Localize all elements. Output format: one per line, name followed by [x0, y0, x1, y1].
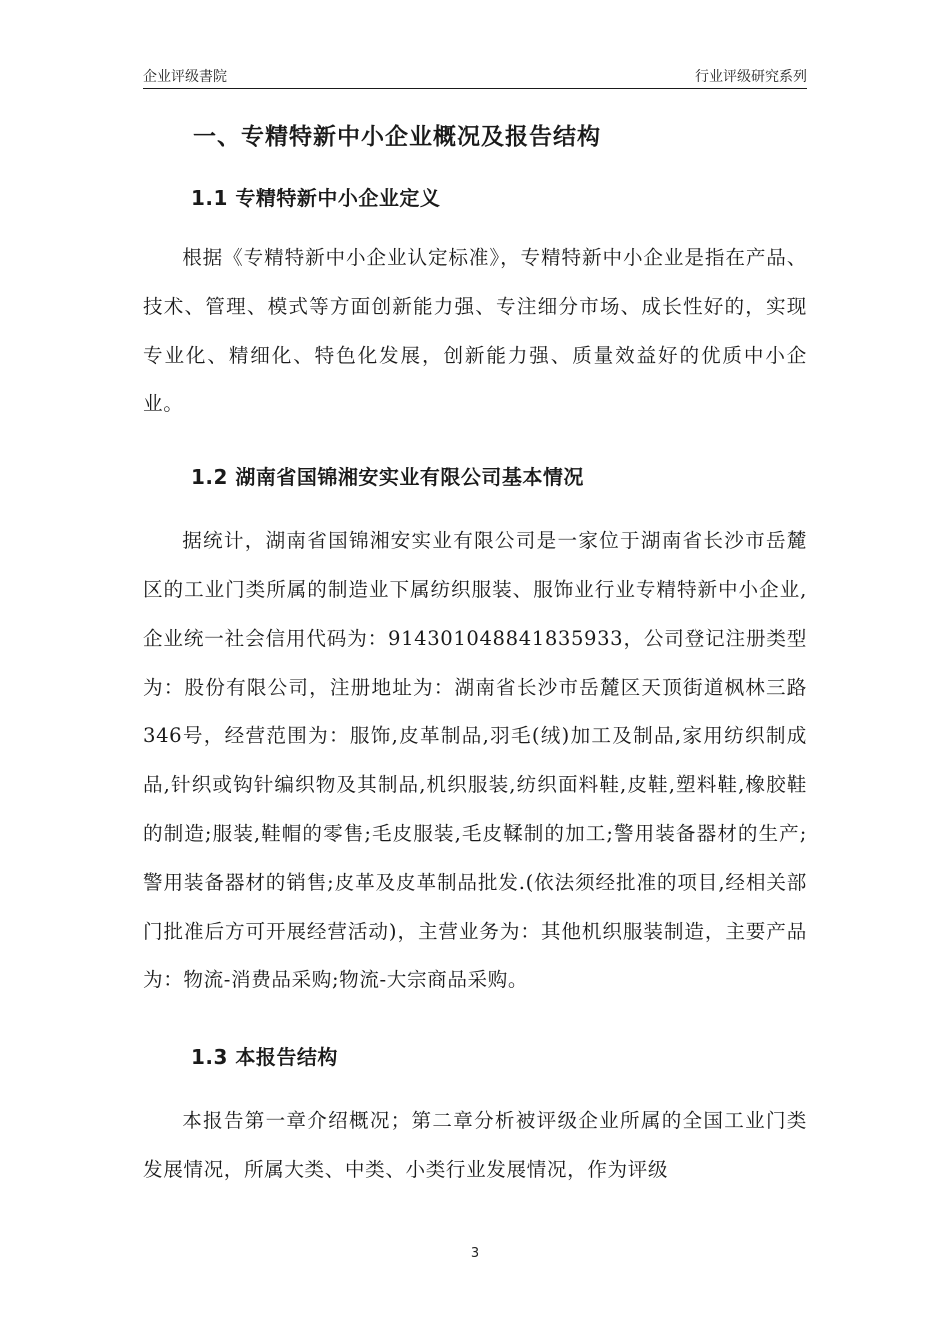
section-body-1-3: 本报告第一章介绍概况；第二章分析被评级企业所属的全国工业门类发展情况，所属大类、中类、小类行业发展情况，作为评级: [143, 1109, 807, 1181]
page-header: [143, 64, 807, 88]
header-series: 行业评级研究系列: [695, 69, 807, 85]
header-publisher: 企业评级書院: [143, 69, 227, 85]
section-heading-1-1: 1.1 专精特新中小企业定义: [191, 186, 441, 210]
header-divider: [143, 88, 807, 89]
page-number: 3: [470, 1246, 480, 1261]
section-heading-1-2: 1.2 湖南省国锦湘安实业有限公司基本情况: [191, 465, 584, 490]
section-body-1-1: 根据《专精特新中小企业认定标准》，专精特新中小企业是指在产品、技术、管理、模式等方面创新能力强、专注细分市场、成长性好的，实现专业化、精细化、特色化发展，创新能力强、质量效益好的优质中小企业。: [143, 246, 807, 416]
page-content: [143, 116, 807, 1195]
section-body-1-2: 据统计，湖南省国锦湘安实业有限公司是一家位于湖南省长沙市岳麓区的工业门类所属的制造业下属纺织服装、服饰业行业专精特新中小企业,企业统一社会信用代码为：914301048841835933，公司登记注册类型为：股份有限公司，注册地址为：湖南省长沙市岳麓区天顶街道枫林三路346号，经营范围为：服饰,皮革制品,羽毛(绒)加工及制品,家用纺织制成品,针织或钩针编织物及其制品,机织服装,纺织面料鞋,皮鞋,塑料鞋,橡胶鞋的制造;服装,鞋帽的零售;毛皮服装,毛皮鞣制的加工;警用装备器材的生产;警用装备器材的销售;皮革及皮革制品批发.(依法须经批准的项目,经相关部门批准后方可开展经营活动)，主营业务为：其他机织服装制造，主要产品为：物流-消费品采购;物流-大宗商品采购。: [143, 529, 807, 992]
section-heading-1-3: 1.3 本报告结构: [191, 1045, 338, 1070]
chapter-title: 一、专精特新中小企业概况及报告结构: [193, 124, 601, 150]
